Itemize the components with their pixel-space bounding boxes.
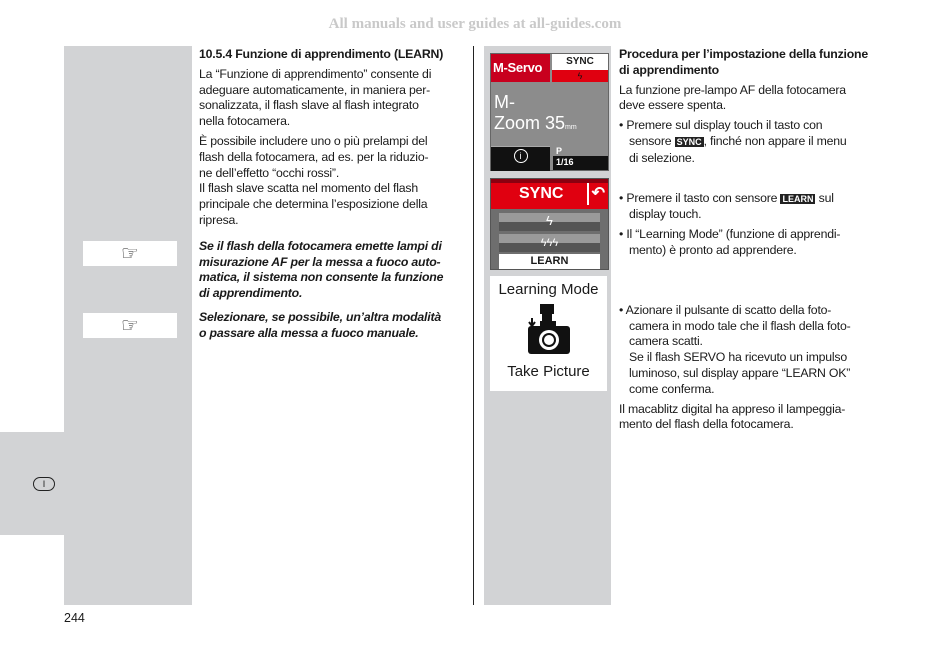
text-line: o passare alla messa a fuoco manuale. xyxy=(199,325,419,340)
text-line: come conferma. xyxy=(629,381,715,396)
ratio-value: 1/16 xyxy=(556,157,574,167)
text-line: misurazione AF per la messa a fuoco auto- xyxy=(199,254,441,269)
take-picture-caption: Take Picture xyxy=(507,363,590,380)
step-sync xyxy=(619,118,868,166)
camera-flash-icon xyxy=(490,298,607,358)
left-text xyxy=(199,47,443,342)
column-divider xyxy=(473,46,474,605)
step-take-picture xyxy=(619,303,868,398)
zoom-unit: mm xyxy=(565,124,577,131)
pointing-hand-icon: ☞ xyxy=(83,313,177,338)
paragraph-slave xyxy=(199,181,443,228)
sync-title: SYNC xyxy=(519,185,564,202)
mode-label: M-Servo xyxy=(491,54,550,82)
sync-menu-header xyxy=(491,179,608,209)
text-line: di apprendimento xyxy=(619,62,719,77)
text-line: • Azionare il pulsante di scatto della foto- xyxy=(619,302,832,317)
watermark: All manuals and user guides at all-guides.com xyxy=(328,16,622,32)
text-line: principale che determina l’esposizione della xyxy=(199,197,428,212)
power-ratio xyxy=(553,146,608,170)
section-heading: 10.5.4 Funzione di apprendimento (LEARN) xyxy=(199,47,444,61)
display-learning-mode xyxy=(490,276,607,391)
step-line: di selezione. xyxy=(629,150,695,165)
text-line: camera in modo tale che il flash della foto- xyxy=(629,318,851,333)
text-line: Procedura per l’impostazione della funzione xyxy=(619,47,868,61)
text-line: flash della fotocamera, ad es. per la riduzio- xyxy=(199,149,429,164)
paragraph-af-off xyxy=(619,83,868,115)
text-line: • Il “Learning Mode” (funzione di apprendi- xyxy=(619,227,841,242)
step-learning-mode xyxy=(619,227,868,259)
info-icon: i xyxy=(514,149,528,163)
ratio-label: P xyxy=(553,146,608,156)
zoom-value: Zoom 35 xyxy=(494,113,566,133)
text-line: Se il flash della fotocamera emette lampi di xyxy=(199,238,442,253)
step-line: sensore xyxy=(629,133,675,148)
text-line: mento) è pronto ad apprendere. xyxy=(629,242,797,257)
text-line: matica, il sistema non consente la funzione xyxy=(199,270,444,285)
learn-button: LEARN xyxy=(499,254,600,269)
note-af xyxy=(199,239,443,302)
text-line: È possibile includere uno o più prelampi del xyxy=(199,133,428,148)
zoom-readout xyxy=(494,92,577,138)
step-learn xyxy=(619,191,868,224)
text-line: camera scatti. xyxy=(629,334,703,349)
sync-button: SYNC xyxy=(552,54,608,70)
text-line: luminoso, sul display appare “LEARN OK” xyxy=(629,365,851,380)
back-icon: ↶ xyxy=(587,183,605,205)
info-button xyxy=(491,146,550,171)
display-sync-menu xyxy=(490,178,609,270)
step-line: , finché non appare il menu xyxy=(703,133,847,148)
step-line: • Premere sul display touch il tasto con xyxy=(619,118,823,133)
text-line: nella fotocamera. xyxy=(199,114,290,129)
language-tab-label: I xyxy=(33,477,55,491)
page-number: 244 xyxy=(64,611,85,625)
step-line: sul xyxy=(815,190,834,205)
text-line: sonalizzata, il flash slave al flash integrato xyxy=(199,98,419,113)
learning-mode-title: Learning Mode xyxy=(498,281,599,298)
sync-badge: SYNC xyxy=(676,136,702,147)
paragraph-intro xyxy=(199,67,443,130)
text-line: La funzione pre-lampo AF della fotocamera xyxy=(619,82,846,97)
text-line: ripresa. xyxy=(199,212,239,227)
text-line: deve essere spenta. xyxy=(619,98,726,113)
text-line: Se il flash SERVO ha ricevuto un impulso xyxy=(629,350,848,365)
multi-flash-option: ϟϟϟ xyxy=(499,234,600,252)
single-flash-option: ϟ xyxy=(499,213,600,231)
text-line: ne dell’effetto “occhi rossi”. xyxy=(199,165,340,180)
flash-icon: ϟ xyxy=(552,70,608,82)
step-line: • Premere il tasto con sensore xyxy=(619,190,781,205)
pointing-hand-icon: ☞ xyxy=(83,241,177,266)
zoom-mode: M- xyxy=(494,92,515,112)
step-line: display touch. xyxy=(629,207,702,222)
text-line: Il macablitz digital ha appreso il lampeggia- xyxy=(619,401,846,416)
text-line: Selezionare, se possibile, un’altra modalità xyxy=(199,309,442,324)
procedure-heading xyxy=(619,47,868,79)
text-line: di apprendimento. xyxy=(199,286,303,301)
text-line: mento del flash della fotocamera. xyxy=(619,417,794,432)
paragraph-prelamps xyxy=(199,134,443,181)
display-servo-screen xyxy=(490,53,609,171)
paragraph-result xyxy=(619,402,868,434)
text-line: La “Funzione di apprendimento” consente di xyxy=(199,66,432,81)
text-line: Il flash slave scatta nel momento del flash xyxy=(199,181,419,196)
text-line: adeguare automaticamente, in maniera per- xyxy=(199,82,431,97)
note-manual-focus xyxy=(199,310,443,342)
right-text xyxy=(619,47,868,433)
learn-badge: LEARN xyxy=(782,193,814,204)
